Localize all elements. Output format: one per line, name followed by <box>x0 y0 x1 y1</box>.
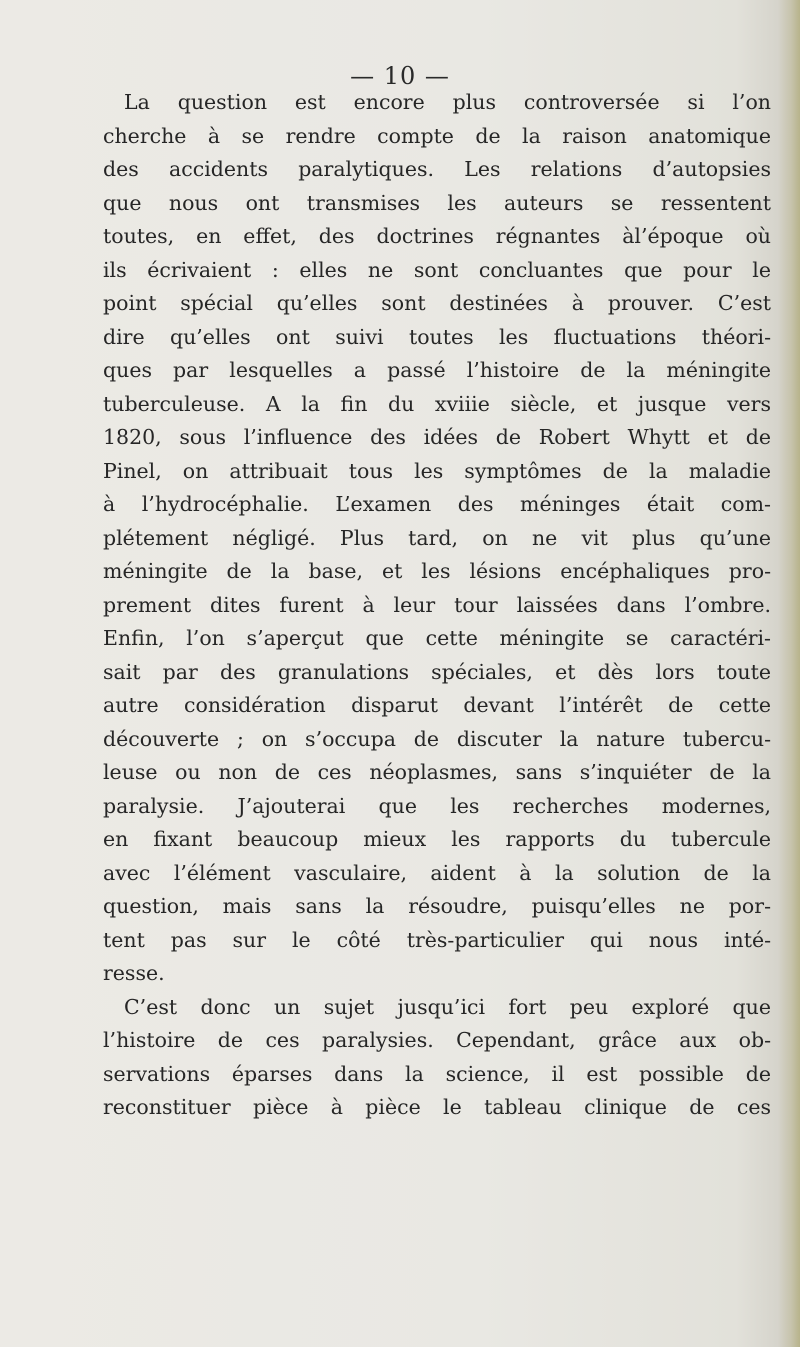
text-line: point spécial qu’elles sont destinées à prouver. C’est <box>103 291 771 315</box>
text-line: tuberculeuse. A la fin du xviiie siècle, et jusque vers <box>103 391 771 416</box>
text-line: avec l’élément vasculaire, aident à la solution de la <box>103 860 771 885</box>
page-number: — 10 — <box>350 62 450 90</box>
text-line: plétement négligé. Plus tard, on ne vit plus qu’une <box>103 525 771 550</box>
text-line: question, mais sans la résoudre, puisqu’elles ne por- <box>103 894 771 918</box>
text-line: prement dites furent à leur tour laissées dans l’ombre. <box>103 592 771 617</box>
text-line: C’est donc un sujet jusqu’ici fort peu exploré que <box>124 994 771 1019</box>
text-line: cherche à se rendre compte de la raison anatomique <box>103 123 771 148</box>
text-line: dire qu’elles ont suivi toutes les fluctuations théori- <box>103 324 771 349</box>
text-line: à l’hydrocéphalie. L’examen des méninges était com- <box>103 492 771 516</box>
text-line: autre considération disparut devant l’intérêt de cette <box>103 693 771 717</box>
paragraph-1 <box>103 86 771 991</box>
body-text <box>103 86 771 1125</box>
text-line: leuse ou non de ces néoplasmes, sans s’inquiéter de la <box>103 760 771 784</box>
text-line: sait par des granulations spéciales, et dès lors toute <box>103 659 771 684</box>
text-line: servations éparses dans la science, il est possible de <box>103 1061 771 1086</box>
text-line: en fixant beaucoup mieux les rapports du tubercule <box>103 827 771 851</box>
text-line: des accidents paralytiques. Les relations d’autopsies <box>103 157 771 181</box>
text-line: tent pas sur le côté très-particulier qui nous inté- <box>103 927 771 952</box>
text-line: paralysie. J’ajouterai que les recherches modernes, <box>103 793 771 818</box>
text-line: méningite de la base, et les lésions encéphaliques pro- <box>103 559 771 583</box>
text-line: reconstituer pièce à pièce le tableau clinique de ces <box>103 1095 771 1119</box>
text-line: l’histoire de ces paralysies. Cependant, grâce aux ob- <box>103 1028 771 1052</box>
text-line: La question est encore plus controversée si l’on <box>124 90 771 114</box>
text-line: que nous ont transmises les auteurs se ressentent <box>103 190 771 215</box>
text-line: découverte ; on s’occupa de discuter la nature tubercu- <box>103 726 771 751</box>
text-line: Enfin, l’on s’aperçut que cette méningite se caractéri- <box>103 626 771 650</box>
text-line: resse. <box>103 961 165 985</box>
page-edge-shadow <box>778 0 800 1347</box>
text-line: ils écrivaient : elles ne sont concluantes que pour le <box>103 257 771 282</box>
text-line: ques par lesquelles a passé l’histoire de la méningite <box>103 358 771 382</box>
text-line: 1820, sous l’influence des idées de Robert Whytt et de <box>103 425 771 449</box>
paragraph-2 <box>103 991 771 1125</box>
text-line: Pinel, on attribuait tous les symptômes de la maladie <box>103 458 771 483</box>
text-line: toutes, en effet, des doctrines régnantes àl’époque où <box>103 224 771 248</box>
